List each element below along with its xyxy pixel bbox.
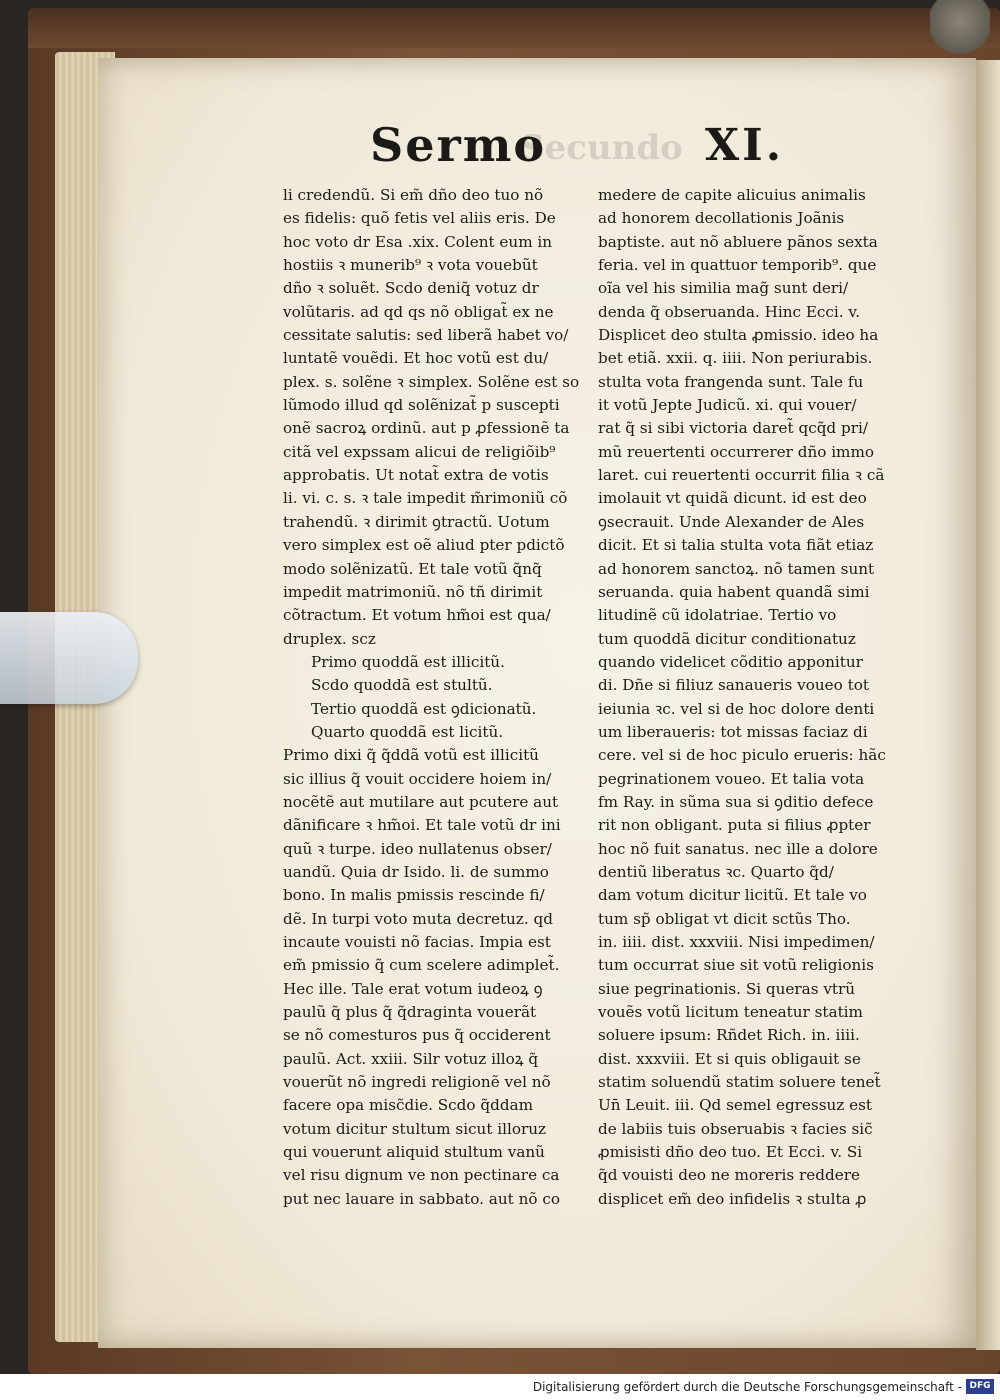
- text-line: paulũ. Act. xxiii. Silr votuz illoꝝ q̃: [283, 1049, 539, 1068]
- text-line: dicit. Et si talia stulta vota fiãt etiaz: [598, 536, 874, 555]
- text-line: dãnificare ꝛ hm̃oi. Et tale votũ dr ini: [283, 816, 561, 835]
- text-line: plex. s. solẽne ꝛ simplex. Solẽne est so: [283, 372, 580, 391]
- text-line: vero simplex est oẽ aliud pter pdictõ: [283, 536, 565, 555]
- text-line: Displicet deo stulta ꝓmissio. ideo ha: [598, 326, 879, 345]
- text-line: di. Dñe si filiuz sanaueris voueo tot: [598, 676, 869, 695]
- text-line: druplex. scz: [283, 629, 376, 648]
- text-line: quando videlicet cõditio apponitur: [598, 652, 863, 671]
- text-line: tum sp̃ obligat vt dicit sctũs Tho.: [598, 909, 851, 928]
- text-line: dentiũ liberatus ꝛc. Quarto q̃d/: [598, 862, 834, 881]
- text-line: denda q̃ obseruanda. Hinc Ecci. v.: [598, 302, 861, 321]
- dfg-logo: DFG: [966, 1379, 994, 1394]
- text-line: ad honorem decollationis Joãnis: [598, 209, 845, 228]
- text-line: siue pegrinationis. Si queras vtrũ: [598, 979, 856, 998]
- text-line: vouerũt nõ ingredi religionẽ vel nõ: [283, 1073, 551, 1092]
- text-line: quũ ꝛ turpe. ideo nullatenus obser/: [283, 839, 552, 858]
- text-line: cõtractum. Et votum hm̃oi est qua/: [283, 606, 551, 625]
- text-line: baptiste. aut nõ abluere pãnos sexta: [598, 232, 878, 251]
- text-line: Primo dixi q̃ q̃ddã votũ est illicitũ: [283, 746, 539, 765]
- text-line: bet etiã. xxii. q. iiii. Non periurabis.: [598, 349, 873, 368]
- text-line: onẽ sacroꝝ ordinũ. aut p ꝓfessionẽ ta: [283, 419, 570, 438]
- text-line: hoc nõ fuit sanatus. nec ille a dolore: [598, 839, 878, 858]
- text-line: tum occurrat siue sit votũ religionis: [598, 956, 874, 975]
- text-line: bono. In malis pmissis rescinde fi/: [283, 886, 545, 905]
- text-line: pegrinationem voueo. Et talia vota: [598, 769, 865, 788]
- text-line: hostiis ꝛ munerib⁹ ꝛ vota vouebũt: [283, 256, 538, 275]
- text-line: trahendũ. ꝛ dirimit ꝯtractũ. Uotum: [283, 512, 550, 531]
- text-line: approbatis. Ut notat̃ extra de votis: [283, 466, 549, 485]
- text-line: statim soluendũ statim soluere tenet̃: [598, 1073, 881, 1092]
- text-line: tum quoddã dicitur conditionatuz: [598, 629, 856, 648]
- text-line: laret. cui reuertenti occurrit filia ꝛ cã: [598, 466, 885, 485]
- text-line: es fidelis: quõ fetis vel aliis eris. De: [283, 209, 556, 228]
- text-line: Scdo quoddã est stultũ.: [311, 676, 493, 695]
- text-line: soluere ipsum: Rñdet Rich. in. iiii.: [598, 1026, 860, 1045]
- text-line: lũmodo illud qd solẽnizat̃ p suscepti: [283, 396, 560, 415]
- text-line: litudinẽ cũ idolatriae. Tertio vo: [598, 606, 837, 625]
- text-line: facere opa misc̃die. Scdo q̃ddam: [283, 1096, 534, 1115]
- text-line: vouẽs votũ licitum teneatur statim: [598, 1003, 863, 1022]
- text-line: put nec lauare in sabbato. aut nõ co: [283, 1189, 560, 1208]
- text-line: medere de capite alicuius animalis: [598, 186, 866, 204]
- text-line: in. iiii. dist. xxxviii. Nisi impedimen/: [598, 933, 875, 951]
- text-line: Un̄ Leuit. iii. Qd semel egressuz est: [598, 1096, 873, 1115]
- running-head-numeral: XI.: [705, 120, 785, 171]
- text-line: paulũ q̃ plus q̃ q̃draginta vouerãt: [283, 1003, 537, 1022]
- footer-credit: Digitalisierung gefördert durch die Deutsche Forschungsgemeinschaft -: [532, 1380, 962, 1394]
- text-line: impedit matrimoniũ. nõ tñ dirimit: [283, 582, 543, 601]
- text-line: Quarto quoddã est licitũ.: [311, 722, 504, 741]
- text-line: seruanda. quia habent quandã simi: [598, 582, 870, 601]
- text-line: sic illius q̃ vouit occidere hoiem in/: [283, 769, 552, 788]
- text-line: nocẽtẽ aut mutilare aut pcutere aut: [283, 792, 559, 811]
- text-line: em̃ pmissio q̃ cum scelere adimplet̃.: [283, 956, 560, 975]
- text-line: uandũ. Quia dr Isido. li. de summo: [283, 862, 549, 881]
- running-head-title: Sermo: [370, 118, 547, 172]
- text-line: modo solẽnizatũ. Et tale votũ q̃nq̃: [283, 559, 542, 578]
- text-line: dẽ. In turpi voto muta decretuz. qd: [283, 909, 553, 928]
- text-line: de labiis tuis obseruabis ꝛ facies sic̃: [598, 1119, 873, 1138]
- text-line: displicet em̃ deo infidelis ꝛ stulta ꝓ: [598, 1189, 867, 1208]
- text-line: se nõ comesturos pus q̃ occiderent: [283, 1026, 551, 1045]
- text-line: fm Ray. in sũma sua si ꝯditio defece: [598, 792, 874, 811]
- book-cover-top-edge: [28, 8, 1000, 48]
- text-line: luntatẽ vouẽdi. Et hoc votũ est du/: [283, 349, 549, 368]
- binding-tie: [930, 0, 990, 55]
- text-line: ad honorem sanctoꝝ. nõ tamen sunt: [598, 559, 875, 578]
- footer-bar: [0, 1374, 1000, 1400]
- page-clip: [0, 612, 138, 704]
- text-line: li credendũ. Si em̃ dño deo tuo nõ: [283, 186, 544, 204]
- text-line: ieiunia ꝛc. vel si de hoc dolore denti: [598, 699, 875, 718]
- text-line: hoc voto dr Esa .xix. Colent eum in: [283, 232, 553, 251]
- running-head: [370, 118, 790, 178]
- text-line: rat q̃ si sibi victoria daret̃ qcq̃d pri/: [598, 419, 868, 438]
- text-line: incaute vouisti nõ facias. Impia est: [283, 933, 551, 951]
- text-line: cere. vel si de hoc piculo erueris: hãc: [598, 746, 886, 765]
- text-line: dist. xxxviii. Et si quis obligauit se: [598, 1049, 861, 1068]
- text-line: oĩa vel his similia mag̃ sunt deri/: [598, 279, 849, 298]
- text-line: Tertio quoddã est ꝯdicionatũ.: [311, 699, 537, 718]
- text-line: cessitate salutis: sed liberã habet vo/: [283, 326, 569, 345]
- text-line: li. vi. c. s. ꝛ tale impedit m̃rimoniũ cõ: [283, 489, 568, 508]
- show-through-text: Secundo: [520, 128, 683, 168]
- text-line: imolauit vt quidã dicunt. id est deo: [598, 489, 867, 508]
- text-line: feria. vel in quattuor temporib⁹. que: [598, 256, 877, 275]
- left-text-column: [283, 184, 613, 1211]
- text-line: ꝯsecrauit. Unde Alexander de Ales: [598, 512, 865, 531]
- text-line: ꝓmisisti dño deo tuo. Et Ecci. v. Si: [598, 1143, 863, 1162]
- text-line: volũtaris. ad qd qs nõ obligat̃ ex ne: [283, 302, 554, 321]
- text-line: vel risu dignum ve non pectinare ca: [283, 1166, 560, 1185]
- text-line: it votũ Jepte Judicũ. xi. qui vouer/: [598, 396, 857, 415]
- right-text-column: [598, 184, 910, 1211]
- text-line: rit non obligant. puta si filius ꝓpter: [598, 816, 871, 835]
- text-line: dño ꝛ soluẽt. Scdo deniq̃ votuz dr: [283, 279, 539, 298]
- text-line: votum dicitur stultum sicut illoruz: [283, 1119, 547, 1138]
- text-line: q̃d vouisti deo ne moreris reddere: [598, 1166, 860, 1185]
- text-line: um liberaueris: tot missas faciaz di: [598, 722, 868, 741]
- text-line: dam votum dicitur licitũ. Et tale vo: [598, 886, 867, 905]
- text-line: Hec ille. Tale erat votum iudeoꝝ ꝯ: [283, 979, 543, 998]
- text-line: mũ reuertenti occurrerer dño immo: [598, 442, 875, 461]
- text-line: citã vel expssam alicui de religiõib⁹: [283, 442, 556, 461]
- text-line: stulta vota frangenda sunt. Tale fu: [598, 372, 864, 391]
- facing-page-edge: [976, 60, 1000, 1350]
- text-line: Primo quoddã est illicitũ.: [311, 652, 505, 671]
- text-line: qui vouerunt aliquid stultum vanũ: [283, 1143, 545, 1162]
